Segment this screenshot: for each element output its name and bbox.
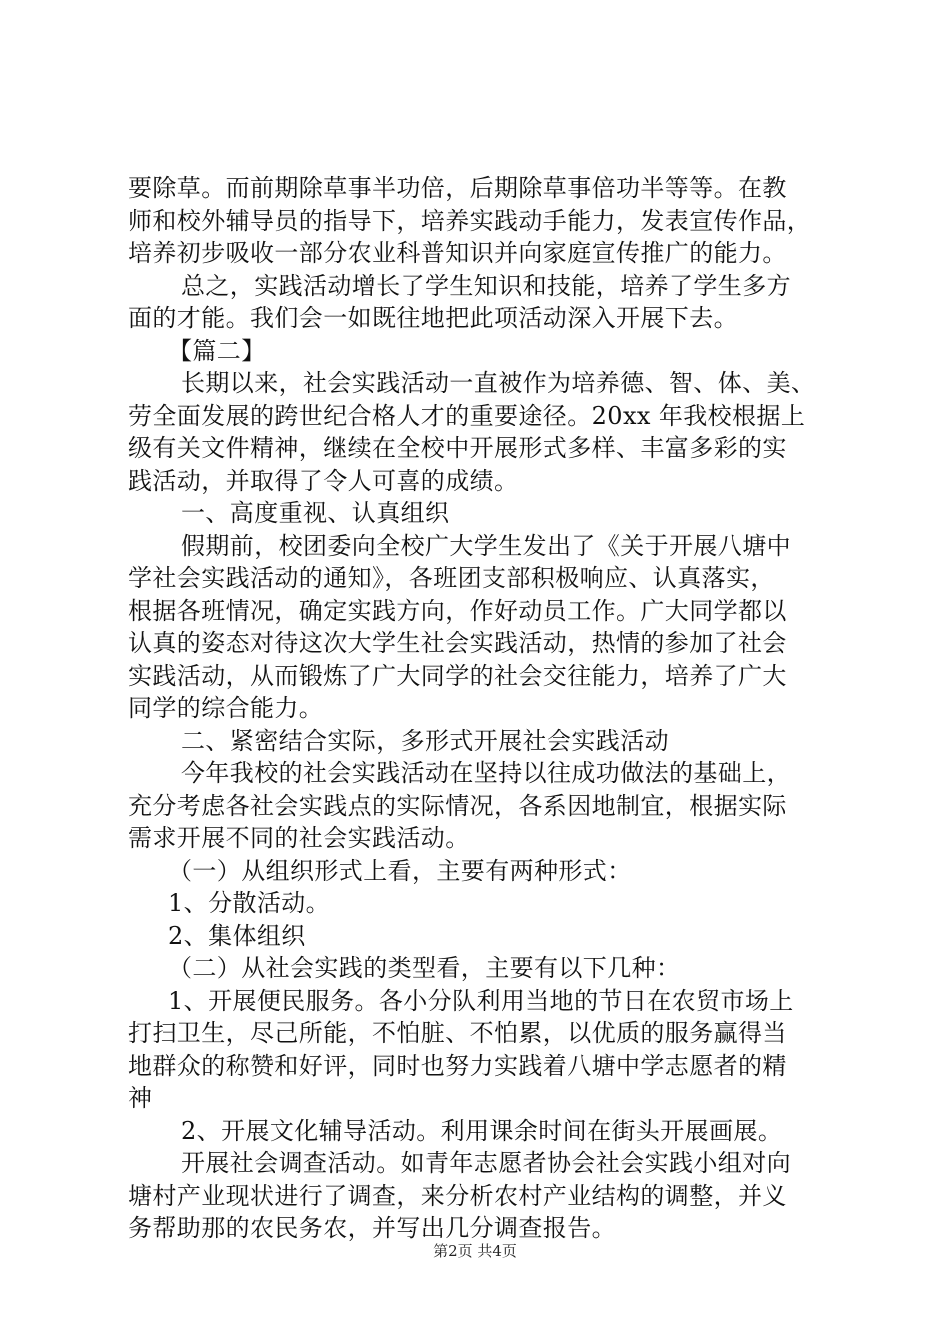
text-line: 打扫卫生，尽己所能，不怕脏、不怕累，以优质的服务赢得当 (128, 1019, 787, 1047)
text-line: 要除草。而前期除草事半功倍，后期除草事倍功半等等。在教 (128, 174, 787, 202)
text-line: 践活动，并取得了令人可喜的成绩。 (128, 466, 519, 495)
section-heading: 【篇二】 (168, 336, 266, 365)
document-body (128, 172, 840, 1245)
paragraph-start: 今年我校的社会实践活动在坚持以往成功做法的基础上， (181, 759, 791, 787)
text-line: 塘村产业现状进行了调查，来分析农村产业结构的调整，并义 (128, 1181, 787, 1210)
subheading: （二）从社会实践的类型看，主要有以下几种： (168, 954, 681, 982)
text-line: 根据各班情况，确定实践方向，作好动员工作。广大同学都以 (128, 596, 787, 625)
paragraph-start: 总之，实践活动增长了学生知识和技能，培养了学生多方 (181, 271, 791, 300)
subheading: （一）从组织形式上看，主要有两种形式： (168, 856, 632, 885)
text-line: 实践活动，从而锻炼了广大同学的社会交往能力，培养了广大 (128, 661, 787, 690)
subheading: 二、紧密结合实际，多形式开展社会实践活动 (181, 726, 669, 755)
paragraph-start: 假期前，校团委向全校广大学生发出了《关于开展八塘中 (181, 531, 791, 560)
text-line: 需求开展不同的社会实践活动。 (128, 824, 470, 852)
paragraph-start: 2、开展文化辅导活动。利用课余时间在街头开展画展。 (181, 1116, 783, 1145)
text-line: 面的才能。我们会一如既往地把此项活动深入开展下去。 (128, 304, 738, 332)
paragraph-start: 1、开展便民服务。各小分队利用当地的节日在农贸市场上 (168, 986, 794, 1015)
page-footer: 第2页 共4页 (433, 1242, 517, 1260)
text-line: 认真的姿态对待这次大学生社会实践活动，热情的参加了社会 (128, 629, 787, 657)
text-line: 神 (128, 1084, 153, 1112)
paragraph-start: 长期以来，社会实践活动一直被作为培养德、智、体、美、 (181, 369, 816, 397)
text-line: 务帮助那的农民务农，并写出几分调查报告。 (128, 1214, 616, 1242)
paragraph-start: 开展社会调查活动。如青年志愿者协会社会实践小组对向 (181, 1149, 791, 1177)
text-line: 级有关文件精神，继续在全校中开展形式多样、丰富多彩的实 (128, 434, 787, 462)
text-line: 培养初步吸收一部分农业科普知识并向家庭宣传推广的能力。 (128, 239, 787, 267)
subheading: 一、高度重视、认真组织 (181, 499, 450, 527)
text-line: 学社会实践活动的通知》，各班团支部积极响应、认真落实， (128, 564, 775, 592)
list-item: 1、分散活动。 (168, 889, 331, 917)
text-line: 师和校外辅导员的指导下，培养实践动手能力，发表宣传作品， (128, 206, 812, 235)
text-line: 劳全面发展的跨世纪合格人才的重要途径。20xx 年我校根据上 (128, 401, 806, 430)
text-line: 充分考虑各社会实践点的实际情况，各系因地制宜，根据实际 (128, 791, 787, 820)
list-item: 2、集体组织 (168, 921, 306, 950)
text-line: 地群众的称赞和好评，同时也努力实践着八塘中学志愿者的精 (128, 1051, 787, 1080)
text-line: 同学的综合能力。 (128, 694, 324, 722)
